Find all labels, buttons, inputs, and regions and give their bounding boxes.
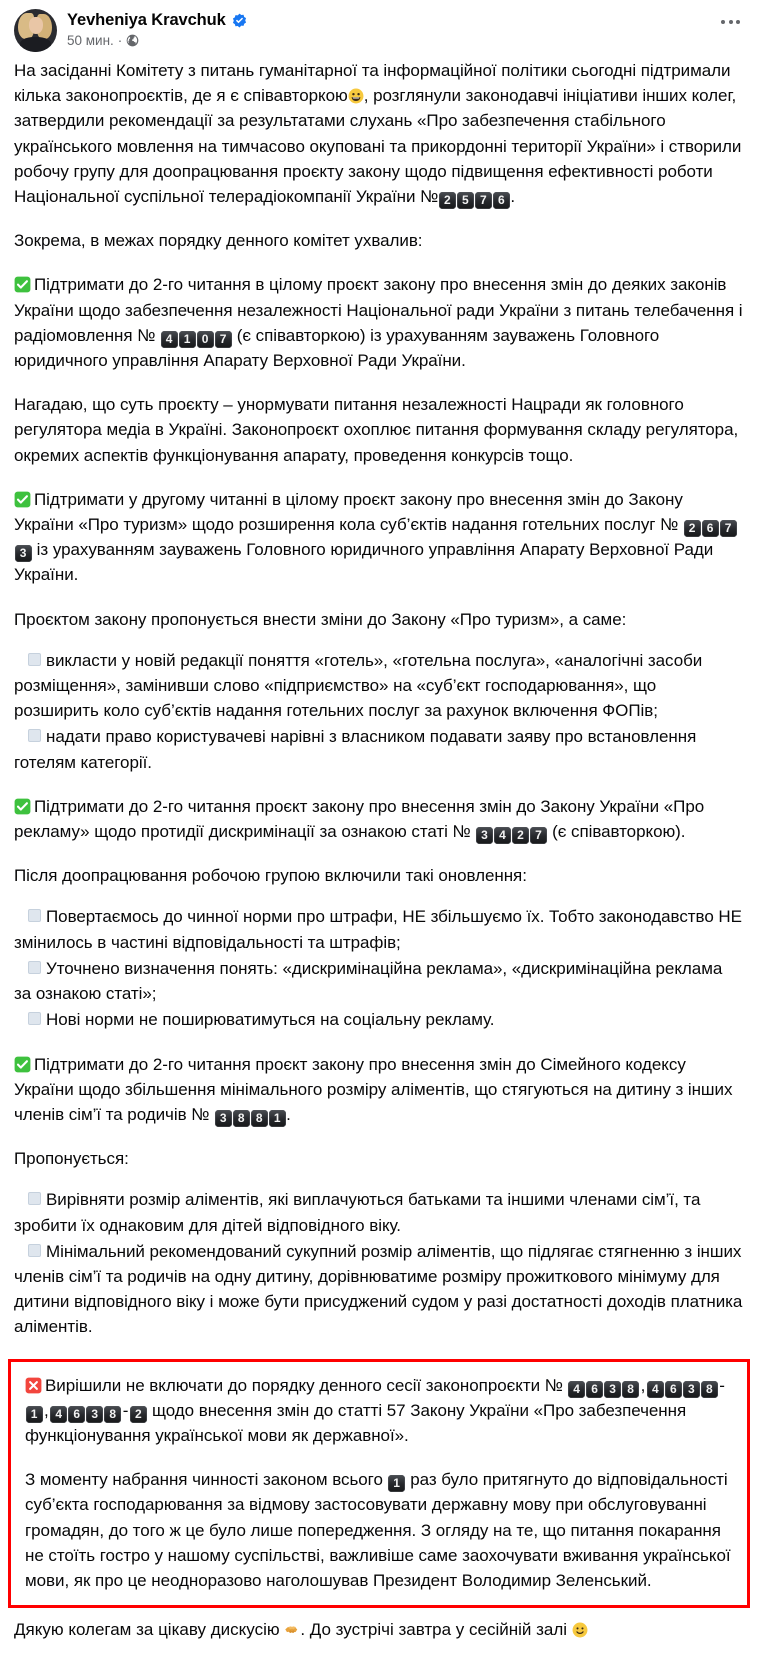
paragraph-language-law-note xyxy=(25,1467,733,1593)
keycap-digit: 4 xyxy=(50,1406,67,1423)
keycap-digit: 3 xyxy=(215,1110,232,1127)
excluded-text-b: щодо внесення змін до статті 57 Закону України «Про забезпечення функціонування української мови як державної». xyxy=(25,1400,687,1445)
item-4107-text-a: Підтримати до 2-го читання в цілому проєкт закону про внесення змін до деяких законів України щодо забезпечення незалежності Національної ради України з питань телебачення і радіомовлення № xyxy=(14,275,743,345)
white-small-square-icon xyxy=(28,729,41,742)
list-item xyxy=(14,956,744,1006)
closing-text-b: . До зустрічі завтра у сесійній залі xyxy=(300,1620,568,1640)
white-small-square-icon xyxy=(28,961,41,974)
language-note-text-b: раз було притягнуто до відповідальності суб’єкта господарювання за відмову застосовувати державну мову при обслуговуванні громадян, до того ж це було лише попередження. З огляду на те, що питання покарання не стоїть гостро у нашому суспільстві, важливіше саме заохочувати вживання української мови, як про це неодноразово наголошував Президент Володимир Зеленський. xyxy=(25,1470,731,1590)
keycap-digit: 2 xyxy=(512,827,529,844)
keycap-digit: 8 xyxy=(701,1381,718,1398)
dot xyxy=(729,20,733,24)
white-small-square-icon xyxy=(28,653,41,666)
keycap-digit: 1 xyxy=(179,331,196,348)
post-options-button[interactable] xyxy=(721,20,740,24)
author-line xyxy=(67,10,247,30)
keycap-digit: 3 xyxy=(476,827,493,844)
paragraph-excluded-bills xyxy=(25,1373,733,1449)
list-item xyxy=(14,1187,744,1237)
keycap-digit: 6 xyxy=(586,1381,603,1398)
paragraph-agenda-lead: Зокрема, в межах порядку денного комітет ухвалив: xyxy=(14,231,423,251)
keycap-digit: 1 xyxy=(26,1406,43,1423)
keycap-digit: 7 xyxy=(475,192,492,209)
tourism-bullet-list xyxy=(14,648,744,775)
keycap-digit: 1 xyxy=(269,1110,286,1127)
language-note-text-a: З моменту набрання чинності законом всього xyxy=(25,1470,388,1490)
separator: , xyxy=(44,1400,49,1420)
avatar-face xyxy=(29,17,43,34)
white-small-square-icon xyxy=(28,1012,41,1025)
keycap-digit: 0 xyxy=(197,331,214,348)
check-mark-button-icon xyxy=(14,491,31,508)
excluded-text-a: Вирішили не включати до порядку денного сесії законопроєкти № xyxy=(45,1375,568,1395)
handshake-icon xyxy=(284,1622,300,1638)
keycap-digit: 6 xyxy=(702,520,719,537)
keycap-digit: 7 xyxy=(720,520,737,537)
keycap-digit: 8 xyxy=(622,1381,639,1398)
keycap-digit: 7 xyxy=(215,331,232,348)
avatar-body xyxy=(20,37,51,52)
author-name[interactable]: Yevheniya Kravchuk xyxy=(67,11,226,29)
intro-text-c: . xyxy=(510,187,516,207)
dot xyxy=(736,20,740,24)
keycap-digit: 3 xyxy=(15,545,32,562)
keycap-digit: 8 xyxy=(233,1110,250,1127)
list-item xyxy=(14,648,744,724)
post-body xyxy=(0,58,758,1340)
white-small-square-icon xyxy=(28,1244,41,1257)
paragraph-item-3881 xyxy=(14,1052,744,1128)
globe-icon[interactable] xyxy=(126,34,139,47)
keycap-digit: 8 xyxy=(104,1406,121,1423)
list-item-text: Уточнено визначення понять: «дискримінаційна реклама», «дискримінаційна реклама за ознакою статі»; xyxy=(14,958,723,1004)
separator: , xyxy=(640,1375,646,1395)
keycap-digit: 6 xyxy=(68,1406,85,1423)
paragraph-item-2673 xyxy=(14,487,744,588)
paragraph-tourism-lead: Проєктом закону пропонується внести зміни до Закону «Про туризм», а саме: xyxy=(14,609,627,629)
post-timestamp[interactable]: 50 мин. xyxy=(67,33,114,48)
advertising-bullet-list xyxy=(14,904,744,1032)
keycap-digit: 1 xyxy=(388,1475,405,1492)
post-header xyxy=(0,0,758,58)
highlighted-section xyxy=(8,1359,750,1609)
intro-text-a: На засіданні Комітету з питань гуманітарної та інформаційної політики сьогодні підтримали кілька законопроєктів, де я є співавторкою xyxy=(14,61,731,106)
keycap-digit: 4 xyxy=(494,827,511,844)
list-item-text: Вирівняти розмір аліментів, які виплачуються батьками та іншими членами сім’ї, та зробити їх однаковим для дітей відповідного віку. xyxy=(14,1190,701,1235)
item-3881-text-a: Підтримати до 2-го читання проєкт закону про внесення змін до Сімейного кодексу України щодо збільшення мінімального розміру аліментів, що стягуються на дитину з інших членів сім’ї та родичів № xyxy=(14,1054,733,1124)
item-3427-text-b: (є співавторкою). xyxy=(547,822,686,842)
paragraph-item-3427 xyxy=(14,794,744,844)
paragraph-alimony-lead: Пропонується: xyxy=(14,1149,129,1169)
check-mark-button-icon xyxy=(14,1056,31,1073)
paragraph-intro xyxy=(14,58,744,209)
item-4107-text-b: (є співавторкою) із урахуванням зауважень Головного юридичного управління Апарату Верховної Ради України. xyxy=(14,325,660,371)
item-2673-text-a: Підтримати у другому читанні в цілому проєкт закону про внесення змін до Закону України «Про туризм» щодо розширення кола суб’єктів надання готельних послуг № xyxy=(14,489,683,535)
dot xyxy=(721,20,725,24)
list-item xyxy=(14,1007,744,1032)
keycap-digit: 7 xyxy=(530,827,547,844)
list-item-text: Нові норми не поширюватимуться на соціальну рекламу. xyxy=(46,1010,495,1030)
closing-text-a: Дякую колегам за цікаву дискусію xyxy=(14,1620,280,1640)
keycap-digit: 2 xyxy=(439,192,456,209)
item-2673-text-b: із урахуванням зауважень Головного юридичного управління Апарату Верховної Ради України. xyxy=(14,540,714,585)
item-3881-text-b: . xyxy=(286,1104,291,1124)
keycap-digit: 3 xyxy=(86,1406,103,1423)
intro-text-b: , розглянули законодавчі ініціативи інших колег, затвердили рекомендації за результатами слухань «Про забезпечення стабільного українського мовлення на тимчасово окуповані та прикордонні території України» і створили робочу групу для доопрацювання проєкту закону щодо підвищення ефективності роботи Національної суспільної телерадіокомпанії України № xyxy=(14,86,742,207)
post-header-text xyxy=(67,9,247,49)
list-item-text: Повертаємось до чинної норми про штрафи, НЕ збільшуємо їх. Тобто законодавство НЕ змінилось в частині відповідальності та штрафів; xyxy=(14,907,742,952)
keycap-digit: 4 xyxy=(647,1381,664,1398)
paragraph-item-4107 xyxy=(14,272,744,373)
paragraph-updates-lead: Після доопрацювання робочою групою включили такі оновлення: xyxy=(14,866,527,886)
post-meta xyxy=(67,32,247,49)
alimony-bullet-list xyxy=(14,1187,744,1339)
list-item xyxy=(14,724,744,774)
list-item-text: викласти у новій редакції поняття «готель», «готельна послуга», «аналогічні засоби розміщення», замінивши слово «підприємство» на «суб’єкт господарювання», що розширить коло суб’єктів надання готельних послуг за рахунок включення ФОПів; xyxy=(14,650,703,721)
verified-badge-icon xyxy=(232,13,247,28)
list-item-text: надати право користувачеві нарівні з власником подавати заяву про встановлення готелям категорії. xyxy=(14,727,697,772)
keycap-digit: 5 xyxy=(457,192,474,209)
grinning-face-icon xyxy=(348,88,364,104)
slightly-smiling-face-icon xyxy=(572,1622,588,1638)
keycap-digit: 2 xyxy=(684,520,701,537)
keycap-digit: 6 xyxy=(665,1381,682,1398)
closing-line xyxy=(0,1608,758,1656)
keycap-digit: 3 xyxy=(604,1381,621,1398)
white-small-square-icon xyxy=(28,1192,41,1205)
keycap-digit: 6 xyxy=(493,192,510,209)
meta-separator: · xyxy=(117,33,123,48)
paragraph-nacrada-note: Нагадаю, що суть проєкту – унормувати питання незалежності Нацради як головного регулятора медіа в Україні. Законопроєкт охоплює питання формування складу регулятора, окремих аспектів функціонування апарату, проведення конкурсів тощо. xyxy=(14,395,739,465)
dash: - xyxy=(719,1375,725,1395)
check-mark-button-icon xyxy=(14,798,31,815)
cross-mark-icon xyxy=(25,1377,42,1394)
keycap-digit: 3 xyxy=(683,1381,700,1398)
keycap-digit: 8 xyxy=(251,1110,268,1127)
keycap-digit: 2 xyxy=(130,1406,147,1423)
keycap-digit: 4 xyxy=(568,1381,585,1398)
avatar[interactable] xyxy=(14,9,57,52)
item-3427-text-a: Підтримати до 2-го читання проєкт закону про внесення змін до Закону України «Про рекламу» щодо протидії дискримінації за ознакою статі № xyxy=(14,796,705,842)
list-item xyxy=(14,1239,744,1340)
keycap-digit: 4 xyxy=(161,331,178,348)
list-item-text: Мінімальний рекомендований сукупний розмір аліментів, що підлягає стягненню з інших членів сім’ї та родичів на одну дитину, дорівнюватиме розміру прожиткового мінімуму для дитини відповідного віку і може бути присуджений судом у разі достатності доходів платника аліментів. xyxy=(14,1241,743,1337)
list-item xyxy=(14,904,744,954)
check-mark-button-icon xyxy=(14,276,31,293)
white-small-square-icon xyxy=(28,909,41,922)
highlight-body xyxy=(19,1373,739,1594)
dash: - xyxy=(122,1400,129,1420)
